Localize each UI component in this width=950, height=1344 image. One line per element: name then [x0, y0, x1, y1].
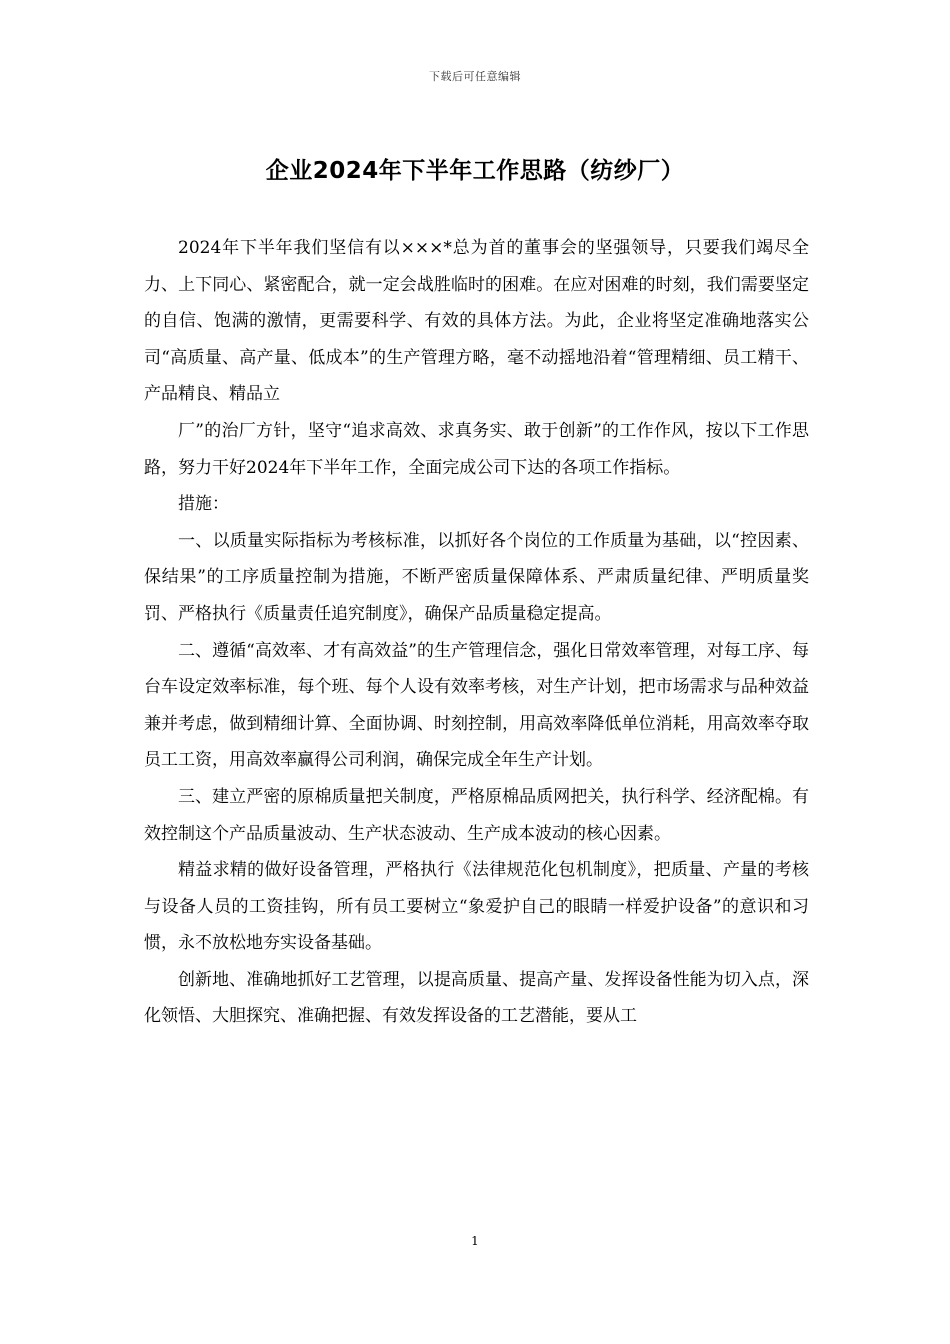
document-title: 企业2024年下半年工作思路（纺纱厂）	[265, 158, 685, 184]
paragraph: 厂”的治厂方针，坚守“追求高效、求真务实、敢于创新”的工作作风，按以下工作思路，努力干好2024年下半年工作，全面完成公司下达的各项工作指标。	[144, 420, 809, 478]
paragraph: 精益求精的做好设备管理，严格执行《法律规范化包机制度》，把质量、产量的考核与设备人员的工资挂钩，所有员工要树立“象爱护自己的眼睛一样爱护设备”的意识和习惯，永不放松地夯实设备基础。	[144, 860, 809, 954]
paragraph: 措施：	[178, 494, 229, 515]
paragraph: 一、以质量实际指标为考核标准，以抓好各个岗位的工作质量为基础，以“控因素、保结果”的工序质量控制为措施，不断严密质量保障体系、严肃质量纪律、严明质量奖罚、严格执行《质量责任追究制度》，确保产品质量稳定提高。	[144, 530, 809, 624]
paragraph: 二、遵循“高效率、才有高效益”的生产管理信念，强化日常效率管理，对每工序、每台车设定效率标准，每个班、每个人设有效率考核，对生产计划，把市场需求与品种效益兼并考虑，做到精细计算、全面协调、时刻控制，用高效率降低单位消耗，用高效率夺取员工工资，用高效率赢得公司利润，确保完成全年生产计划。	[144, 640, 809, 771]
header-note: 下载后可任意编辑	[429, 70, 521, 83]
paragraph: 创新地、准确地抓好工艺管理，以提高质量、提高产量、发挥设备性能为切入点，深化领悟、大胆探究、准确把握、有效发挥设备的工艺潜能，要从工	[144, 969, 809, 1027]
paragraph: 2024年下半年我们坚信有以×××*总为首的董事会的坚强领导，只要我们竭尽全力、上下同心、紧密配合，就一定会战胜临时的困难。在应对困难的时刻，我们需要坚定的自信、饱满的激情，更需要科学、有效的具体方法。为此，企业将坚定准确地落实公司“高质量、高产量、低成本”的生产管理方略，毫不动摇地沿着“管理精细、员工精干、产品精良、精品立	[144, 238, 809, 405]
paragraph: 三、建立严密的原棉质量把关制度，严格原棉品质网把关，执行科学、经济配棉。有效控制这个产品质量波动、生产状态波动、生产成本波动的核心因素。	[144, 786, 809, 844]
document-body	[144, 230, 809, 1035]
page-number: 1	[471, 1234, 479, 1248]
